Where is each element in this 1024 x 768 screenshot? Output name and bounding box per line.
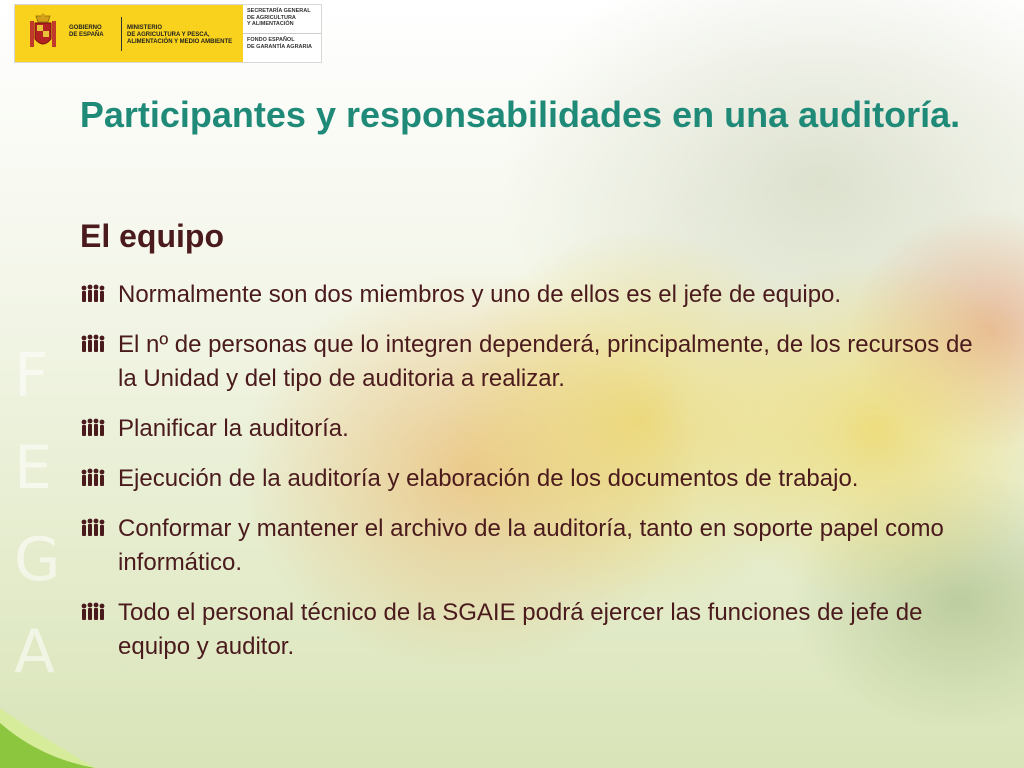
page-curl-decoration xyxy=(0,678,110,768)
fondo-label: FONDO ESPAÑOL DE GARANTÍA AGRARIA xyxy=(247,37,312,50)
list-item xyxy=(80,328,990,396)
list-item xyxy=(80,412,990,446)
bullet-text: El nº de personas que lo integren dependerá, principalmente, de los recursos de la Unidad y del tipo de auditoria a realizar. xyxy=(118,331,973,392)
bullet-text: Conformar y mantener el archivo de la auditoría, tanto en soporte papel como informático. xyxy=(118,515,944,576)
people-group-icon xyxy=(80,468,106,488)
people-group-icon xyxy=(80,418,106,438)
bullet-text: Normalmente son dos miembros y uno de ellos es el jefe de equipo. xyxy=(118,281,842,308)
people-group-icon xyxy=(80,518,106,538)
list-item xyxy=(80,596,990,664)
coat-of-arms-icon xyxy=(27,13,59,55)
secretariat-label: SECRETARÍA GENERAL DE AGRICULTURA Y ALIMENTACIÓN xyxy=(247,8,311,27)
list-item xyxy=(80,278,990,312)
header-logo-bar xyxy=(14,4,322,63)
bullet-text: Todo el personal técnico de la SGAIE podrá ejercer las funciones de jefe de equipo y auditor. xyxy=(118,599,923,660)
bullet-text: Planificar la auditoría. xyxy=(118,415,349,442)
people-group-icon xyxy=(80,602,106,622)
logo-divider xyxy=(121,17,122,51)
secretariat-divider xyxy=(243,33,321,34)
section-heading: El equipo xyxy=(80,218,224,254)
slide-title: Participantes y responsabilidades en una auditoría. xyxy=(79,94,961,135)
secretariat-panel xyxy=(243,5,321,62)
people-group-icon xyxy=(80,334,106,354)
government-logo-panel xyxy=(15,5,243,62)
list-item xyxy=(80,512,990,580)
fega-watermark: F E G A xyxy=(14,341,61,687)
list-item xyxy=(80,462,990,496)
bullet-list xyxy=(80,278,990,680)
bullet-text: Ejecución de la auditoría y elaboración de los documentos de trabajo. xyxy=(118,465,859,492)
ministry-label: MINISTERIO DE AGRICULTURA Y PESCA, ALIMENTACIÓN Y MEDIO AMBIENTE xyxy=(127,25,233,45)
government-label: GOBIERNO DE ESPAÑA xyxy=(69,25,104,38)
people-group-icon xyxy=(80,284,106,304)
